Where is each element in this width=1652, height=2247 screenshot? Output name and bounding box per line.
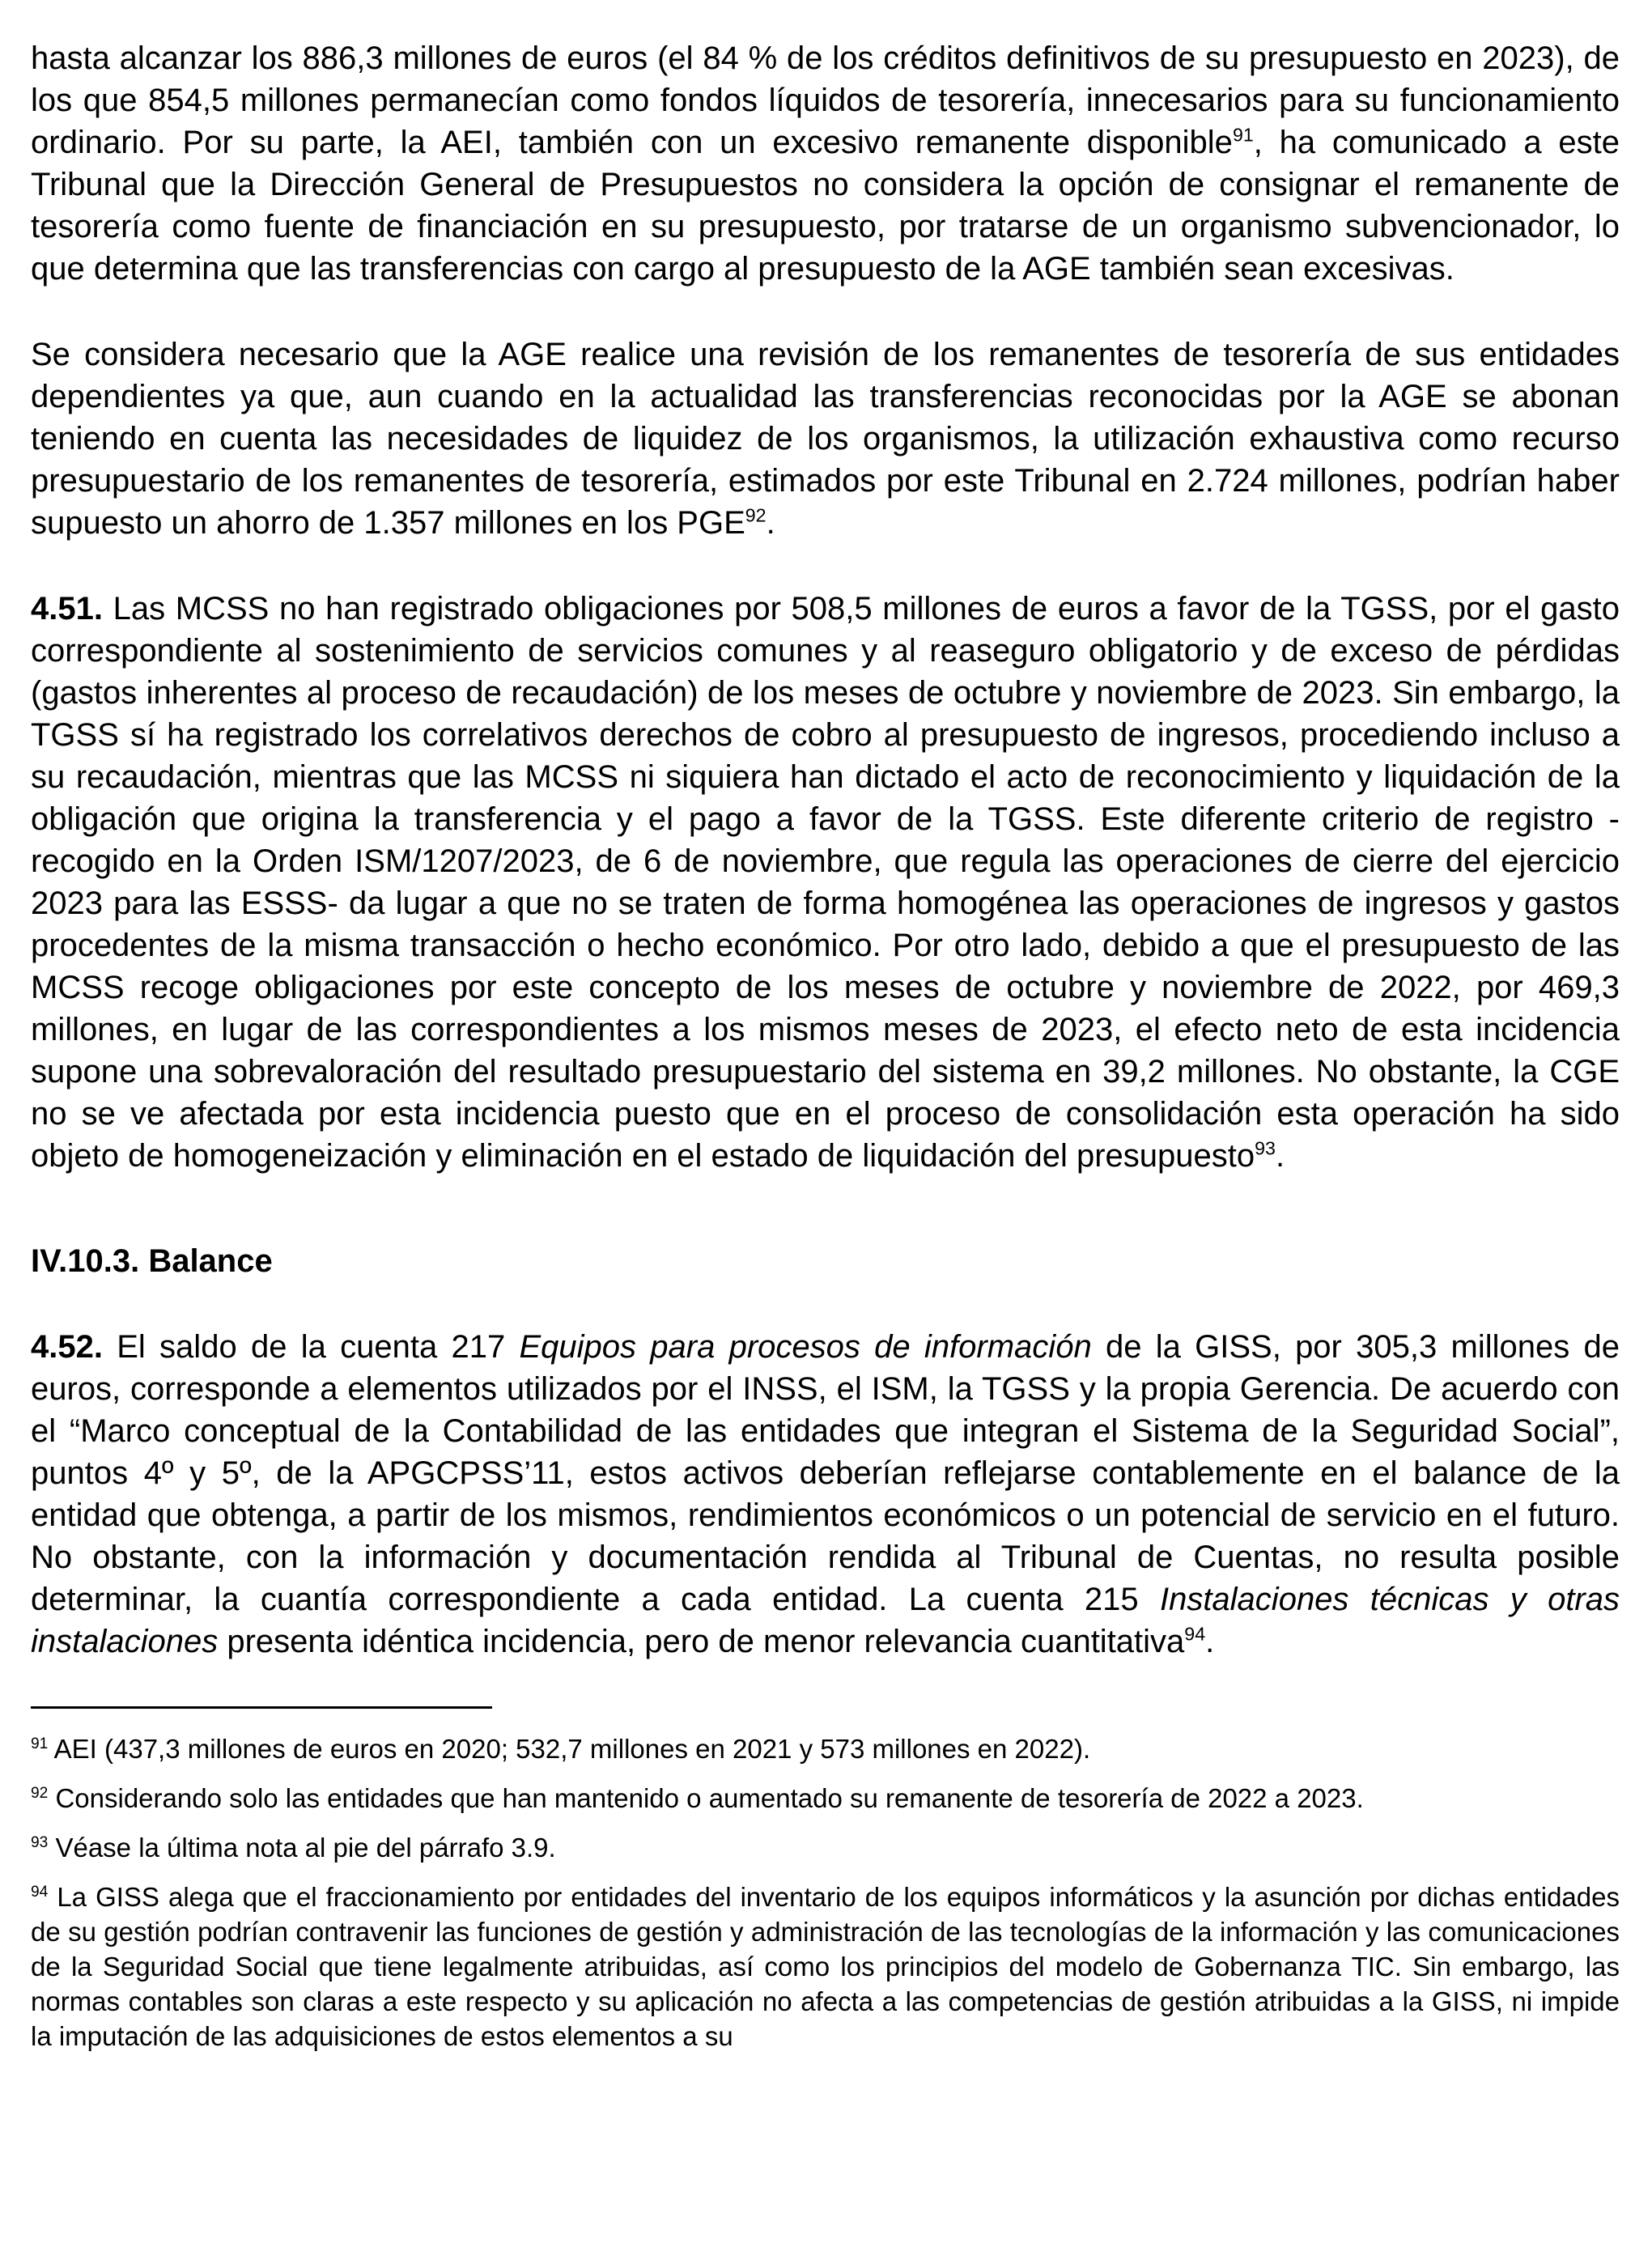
paragraph-continuation — [31, 37, 1620, 290]
footnote-ref-94: 94 — [1184, 1623, 1206, 1645]
paragraph-4-52 — [31, 1326, 1620, 1663]
paragraph-text: de la GISS, por 305,3 millones de euros, corresponde a elementos utilizados por el INSS, el ISM, la TGSS y la propia Gerencia. De acuerdo con el “Marco conceptual de la Contabilidad de las entidades que integran el Sistema de la Seguridad Social”, puntos 4º y 5º, de la APGCPSS’11, estos activos deberían reflejarse contablemente en el balance de la entidad que obtenga, a partir de los mismos, rendimientos económicos o un potencial de servicio en el futuro. No obstante, con la información y documentación rendida al Tribunal de Cuentas, no resulta posible determinar, la cuantía correspondiente a cada entidad. La cuenta 215 — [31, 1329, 1620, 1617]
footnote-text: Véase la última nota al pie del párrafo 3.9. — [55, 1833, 556, 1863]
paragraph-number: 4.52. — [31, 1329, 103, 1365]
footnote-ref-93: 93 — [1255, 1137, 1276, 1159]
paragraph-text: presenta idéntica incidencia, pero de menor relevancia cuantitativa — [218, 1624, 1185, 1659]
footnote-91 — [31, 1731, 1620, 1766]
paragraph-text: Las MCSS no han registrado obligaciones por 508,5 millones de euros a favor de la TGSS, por el gasto correspondiente al sostenimiento de servicios comunes y al reaseguro obligatorio y de exceso de pérdidas (gastos inherentes al proceso de recaudación) de los meses de octubre y noviembre de 2023. Sin embargo, la TGSS sí ha registrado los correlativos derechos de cobro al presupuesto de ingresos, procediendo incluso a su recaudación, mientras que las MCSS ni siquiera han dictado el acto de reconocimiento y liquidación de la obligación que origina la transferencia y el pago a favor de la TGSS. Este diferente criterio de registro -recogido en la Orden ISM/1207/2023, de 6 de noviembre, que regula las operaciones de cierre del ejercicio 2023 para las ESSS- da lugar a que no se traten de forma homogénea las operaciones de ingresos y gastos procedentes de la misma transacción o hecho económico. Por otro lado, debido a que el presupuesto de las MCSS recoge obligaciones por este concepto de los meses de octubre y noviembre de 2022, por 469,3 millones, en lugar de las correspondientes a los mismos meses de 2023, el efecto neto de esta incidencia supone una sobrevaloración del resultado presupuestario del sistema en 39,2 millones. No obstante, la CGE no se ve afectada por esta incidencia puesto que en el proceso de consolidación esta operación ha sido objeto de homogeneización y eliminación en el estado de liquidación del presupuesto — [31, 591, 1620, 1174]
footnote-92 — [31, 1781, 1620, 1816]
footnote-separator — [31, 1706, 492, 1709]
paragraph-4-51 — [31, 588, 1620, 1177]
footnote-number: 94 — [31, 1884, 49, 1901]
document-body — [31, 37, 1620, 1663]
footnotes-section — [31, 1731, 1620, 2054]
footnote-94 — [31, 1880, 1620, 2054]
paragraph-number: 4.51. — [31, 591, 103, 627]
paragraph-text: . — [1275, 1138, 1285, 1174]
section-heading-balance: IV.10.3. Balance — [31, 1243, 273, 1279]
paragraph-text: hasta alcanzar los 886,3 millones de euros (el 84 % de los créditos definitivos de su presupuesto en 2023), de los que 854,5 millones permanecían como fondos líquidos de tesorería, innecesarios para su funcionamiento ordinario. Por su parte, la AEI, también con un excesivo remanente disponible — [31, 40, 1620, 160]
footnote-text: AEI (437,3 millones de euros en 2020; 532,7 millones en 2021 y 573 millones en 2022). — [53, 1734, 1091, 1764]
account-name-italic: Equipos para procesos de información — [519, 1329, 1092, 1365]
paragraph-remanentes — [31, 333, 1620, 544]
footnote-text: Considerando solo las entidades que han mantenido o aumentado su remanente de tesorería de 2022 a 2023. — [55, 1783, 1364, 1813]
footnote-text: La GISS alega que el fraccionamiento por entidades del inventario de los equipos informáticos y la asunción por dichas entidades de su gestión podrían contravenir las funciones de gestión y administración de las tecnologías de la información y las comunicaciones de la Seguridad Social que tiene legalmente atribuidas, así como los principios del modelo de Gobernanza TIC. Sin embargo, las normas contables son claras a este respecto y su aplicación no afecta a las competencias de gestión atribuidas a la GISS, ni impide la imputación de las adquisiciones de estos elementos a su — [31, 1882, 1620, 2051]
footnote-93 — [31, 1830, 1620, 1865]
paragraph-text: . — [1205, 1624, 1215, 1659]
paragraph-text: . — [766, 505, 775, 541]
footnote-number: 91 — [31, 1735, 49, 1752]
footnote-ref-91: 91 — [1232, 124, 1254, 146]
account-name-italic: Instalaciones técnicas y otras instalaciones — [31, 1582, 1620, 1659]
footnote-number: 93 — [31, 1834, 49, 1851]
paragraph-text: , ha comunicado a este Tribunal que la Dirección General de Presupuestos no considera la opción de consignar el remanente de tesorería como fuente de financiación en su presupuesto, por tratarse de un organismo subvencionador, lo que determina que las transferencias con cargo al presupuesto de la AGE también sean excesivas. — [31, 125, 1620, 287]
paragraph-text: El saldo de la cuenta 217 — [102, 1329, 520, 1365]
paragraph-text: Se considera necesario que la AGE realice una revisión de los remanentes de tesorería de sus entidades dependientes ya que, aun cuando en la actualidad las transferencias reconocidas por la AGE se abonan teniendo en cuenta las necesidades de liquidez de los organismos, la utilización exhaustiva como recurso presupuestario de los remanentes de tesorería, estimados por este Tribunal en 2.724 millones, podrían haber supuesto un ahorro de 1.357 millones en los PGE — [31, 337, 1620, 541]
footnote-ref-92: 92 — [745, 504, 767, 526]
footnote-number: 92 — [31, 1785, 49, 1802]
